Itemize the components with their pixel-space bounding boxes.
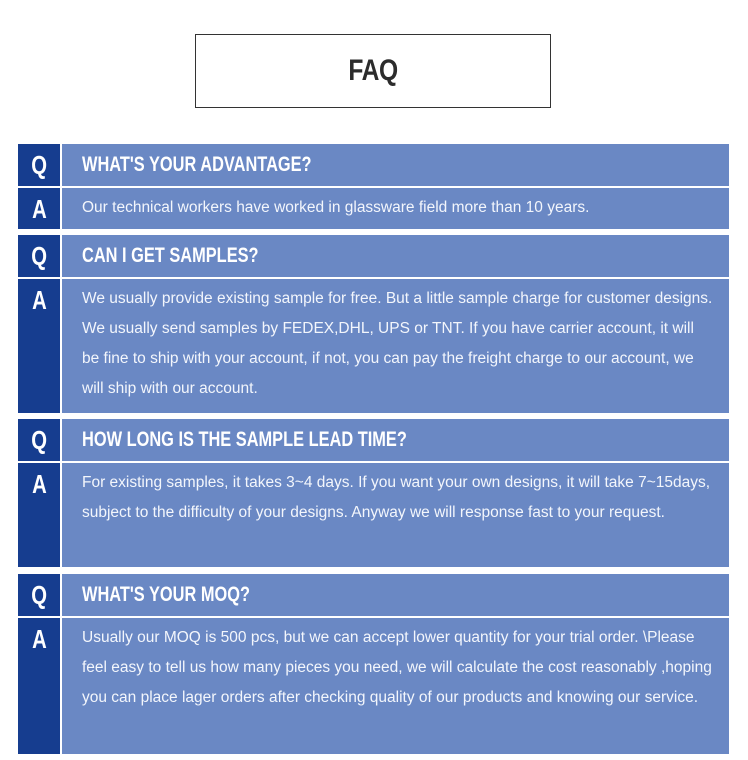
answer-row (18, 618, 729, 754)
q-label: Q (18, 144, 60, 186)
q-label: Q (18, 235, 60, 277)
answer-text: Our technical workers have worked in glassware field more than 10 years. (62, 188, 729, 229)
answer-row (18, 279, 729, 413)
q-label: Q (18, 574, 60, 616)
answer-text: For existing samples, it takes 3~4 days. If you want your own designs, it will take 7~15days, subject to the difficulty of your designs. Anyway we will response fast to your request. (62, 463, 729, 567)
question-text: WHAT'S YOUR MOQ? (62, 574, 729, 616)
answer-row (18, 463, 729, 567)
faq-title-box (195, 34, 551, 108)
a-label: A (18, 188, 60, 229)
answer-text: We usually provide existing sample for free. But a little sample charge for customer designs. We usually send samples by FEDEX,DHL, UPS or TNT. If you have carrier account, it will be fine to ship with your account, if not, you can pay the freight charge to our account, we will ship with our account. (62, 279, 729, 413)
answer-text: Usually our MOQ is 500 pcs, but we can accept lower quantity for your trial order. \Please feel easy to tell us how many pieces you need, we will calculate the cost reasonably ,hoping you can place lager orders after checking quality of our products and knowing our service. (62, 618, 729, 754)
question-text: CAN I GET SAMPLES? (62, 235, 729, 277)
page-title: FAQ (348, 54, 398, 87)
question-row (18, 144, 729, 186)
question-text: WHAT'S YOUR ADVANTAGE? (62, 144, 729, 186)
q-label: Q (18, 419, 60, 461)
a-label: A (18, 618, 60, 754)
answer-row (18, 188, 729, 229)
question-row (18, 235, 729, 277)
question-row (18, 419, 729, 461)
question-text: HOW LONG IS THE SAMPLE LEAD TIME? (62, 419, 729, 461)
a-label: A (18, 463, 60, 567)
question-row (18, 574, 729, 616)
a-label: A (18, 279, 60, 413)
